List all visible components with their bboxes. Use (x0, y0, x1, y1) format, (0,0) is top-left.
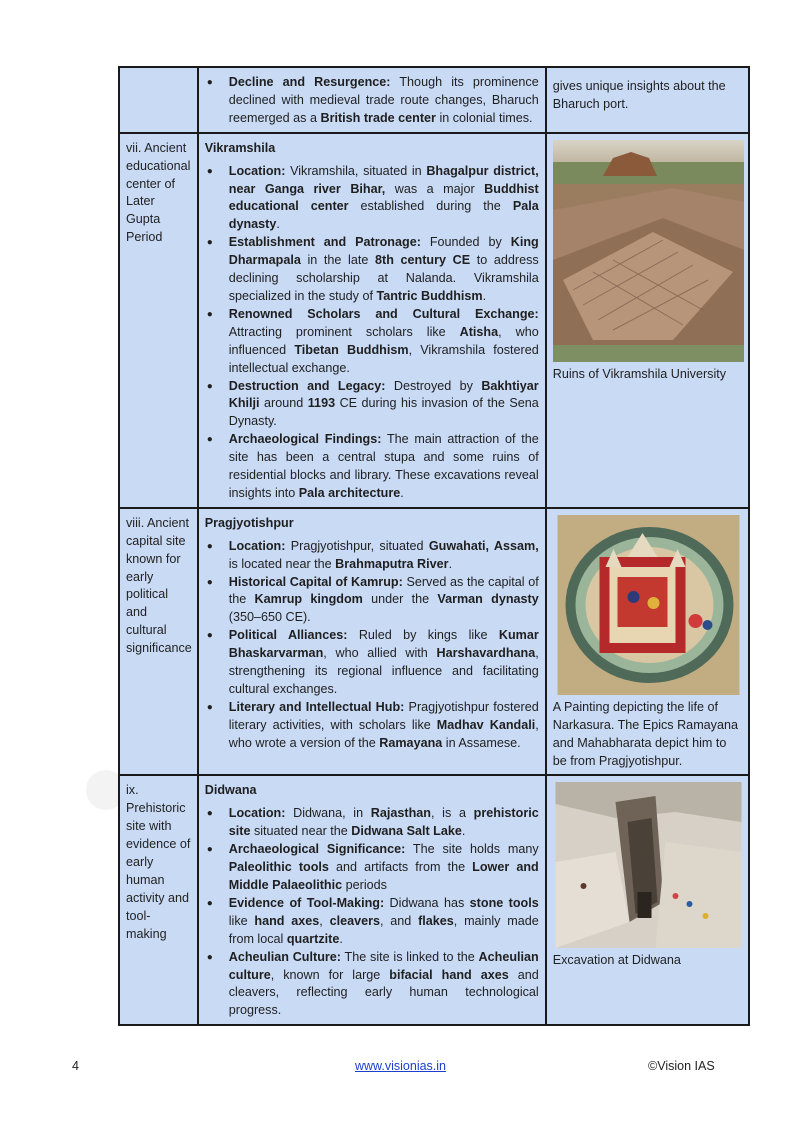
row-label: vii. Ancient educational center of Later Gupta Period (126, 140, 191, 245)
bold-text: Location: (228, 163, 286, 178)
text-run: in the late (300, 253, 375, 268)
list-item (205, 627, 539, 699)
text-run: , and (380, 913, 419, 928)
page-number: 4 (72, 1059, 79, 1073)
list-item (205, 431, 539, 503)
text-run: Vikramshila, situated in (285, 163, 427, 178)
table-row (119, 67, 749, 133)
bold-text: Bakhtiyar Khilji (228, 378, 539, 411)
text-run: , known for large (270, 967, 390, 982)
text-run: . (461, 824, 466, 839)
bullet-icon: ● (206, 380, 213, 392)
text-run: Though its prominence declined with medieval trade route changes, Bharuch reemerged as a (228, 75, 539, 125)
text-run: . (276, 217, 280, 232)
bullet-icon: ● (206, 844, 213, 856)
bullet-icon: ● (206, 237, 213, 249)
text-run: Attracting prominent scholars like (228, 324, 460, 339)
bold-text: Tantric Buddhism (376, 288, 483, 303)
bold-text: Establishment and Patronage: (228, 235, 421, 250)
list-item (205, 805, 539, 841)
image-caption: A Painting depicting the life of Narkasura. The Epics Ramayana and Mahabharata depict him to be from Pragjyotishpur. (552, 699, 738, 768)
bullet-icon: ● (206, 77, 213, 88)
bullet-icon: ● (206, 576, 213, 588)
bold-text: Ramayana (379, 735, 443, 750)
bold-text: Acheulian Culture: (228, 949, 341, 964)
text-run: . (448, 556, 453, 571)
text-run: in Assamese. (442, 735, 521, 750)
bold-text: British trade center (320, 110, 436, 125)
bold-text: prehistoric site (228, 806, 539, 839)
text-run: around (259, 396, 308, 411)
bold-text: Harshavardhana (436, 646, 536, 661)
table-row (119, 508, 749, 776)
row-content-cell (198, 775, 546, 1025)
bold-text: 1193 (307, 396, 336, 411)
text-run: and artifacts from the (328, 860, 473, 875)
bullet-icon: ● (206, 540, 213, 552)
bold-text: Tibetan Buddhism (294, 342, 409, 357)
bold-text: hand axes (254, 913, 320, 928)
bold-text: Archaeological Findings: (228, 432, 382, 447)
text-run: (350–650 CE). (228, 610, 311, 625)
bullet-icon: ● (206, 808, 213, 820)
text-run: , strengthening its regional influence and facilitating cultural exchanges. (228, 646, 539, 696)
bold-text: Buddhist educational center (228, 181, 539, 214)
text-run: Pragjyotishpur fostered literary activities, with scholars like (228, 699, 539, 732)
bold-text: Pala architecture (298, 485, 401, 500)
row-media-cell (546, 508, 749, 776)
text-run: Destroyed by (385, 378, 482, 393)
footer-copyright: ©Vision IAS (648, 1059, 715, 1073)
text-run: to address declining scholarship at Nalanda. Vikramshila specialized in the study of (228, 253, 539, 303)
text-run: Pragjyotishpur, situated (285, 538, 429, 553)
text-run: is located near the (228, 556, 336, 571)
bullet-list (205, 538, 539, 753)
bold-text: Guwahati, Assam, (428, 538, 539, 553)
bold-text: flakes (418, 913, 454, 928)
text-run: . (400, 485, 404, 500)
row-title: Didwana (204, 783, 257, 798)
list-item (205, 699, 539, 753)
bold-text: stone tools (469, 895, 539, 910)
vikramshila-ruins-image (553, 140, 744, 362)
text-run: situated near the (250, 824, 352, 839)
bullet-icon: ● (206, 951, 213, 963)
bold-text: Decline and Resurgence: (228, 75, 391, 89)
row-label-cell (119, 508, 198, 776)
list-item (205, 538, 539, 574)
bold-text: Paleolithic tools (228, 860, 329, 875)
text-run: , (319, 913, 330, 928)
text-run: The site holds many (405, 842, 539, 857)
text-run: , who wrote a version of the (228, 717, 539, 750)
bold-text: Renowned Scholars and Cultural Exchange: (228, 306, 539, 321)
list-item (205, 841, 539, 895)
image-caption: gives unique insights about the Bharuch port. (552, 79, 726, 111)
list-item (205, 306, 539, 378)
bullet-icon: ● (206, 897, 213, 909)
bold-text: bifacial hand axes (389, 967, 509, 982)
text-run: like (228, 913, 255, 928)
row-media-cell (546, 775, 749, 1025)
text-run: Founded by (420, 235, 511, 250)
bullet-list (205, 805, 539, 1020)
text-run: under the (362, 592, 438, 607)
bold-text: Rajasthan (370, 806, 431, 821)
text-run: CE during his invasion of the Sena Dynasty. (228, 396, 539, 429)
bold-text: King Dharmapala (228, 235, 539, 268)
image-caption: Excavation at Didwana (552, 953, 681, 968)
bold-text: Kamrup kingdom (254, 592, 363, 607)
bold-text: Historical Capital of Kamrup: (228, 574, 403, 589)
bullet-icon: ● (206, 308, 213, 320)
row-title: Pragjyotishpur (204, 515, 294, 530)
list-item (205, 234, 539, 306)
text-run: , is a (430, 806, 474, 821)
bold-text: Varman dynasty (437, 592, 539, 607)
text-run: was a major (385, 181, 485, 196)
text-run: , who influenced (228, 324, 539, 357)
bullet-list (205, 74, 539, 128)
content-table (118, 66, 750, 1026)
bold-text: Destruction and Legacy: (228, 378, 386, 393)
row-media-cell (546, 67, 749, 133)
text-run: established during the (348, 199, 513, 214)
text-run: , Vikramshila fostered intellectual exchange. (228, 342, 539, 375)
row-title: Vikramshila (204, 140, 276, 155)
table-row (119, 775, 749, 1025)
row-label: viii. Ancient capital site known for early political and cultural significance (126, 515, 192, 656)
bold-text: 8th century CE (375, 253, 471, 268)
bullet-list (205, 163, 539, 503)
text-run: . (339, 931, 343, 946)
bullet-icon: ● (206, 701, 213, 713)
bold-text: quartzite (286, 931, 340, 946)
bold-text: Location: (228, 806, 286, 821)
bold-text: Madhav Kandali (436, 717, 536, 732)
bold-text: Pala dynasty (228, 199, 539, 232)
bold-text: Acheulian culture (228, 949, 539, 982)
narkasura-painting-image (553, 515, 744, 695)
bold-text: Literary and Intellectual Hub: (228, 699, 405, 714)
row-content-cell (198, 133, 546, 508)
text-run: . (482, 288, 487, 303)
footer-link[interactable]: www.visionias.in (355, 1059, 447, 1073)
text-run: , who allied with (323, 646, 437, 661)
didwana-excavation-image (553, 782, 744, 948)
text-run: Served as the capital of the (228, 574, 539, 607)
bold-text: Political Alliances: (228, 628, 348, 643)
bullet-icon: ● (206, 434, 213, 446)
list-item (205, 163, 539, 235)
bold-text: cleavers (329, 913, 381, 928)
row-media-cell (546, 133, 749, 508)
row-label-cell (119, 67, 198, 133)
row-label: ix. Prehistoric site with evidence of early human activity and tool-making (126, 783, 191, 941)
list-item (205, 895, 539, 949)
bullet-icon: ● (206, 165, 213, 177)
list-item (205, 574, 539, 628)
bullet-icon: ● (206, 630, 213, 642)
bold-text: Brahmaputra River (335, 556, 449, 571)
text-run: Ruled by kings like (347, 628, 499, 643)
text-run: Didwana, in (285, 806, 371, 821)
text-run: in colonial times. (435, 110, 533, 125)
text-run: and cleavers, reflecting early human technological progress. (228, 967, 539, 1018)
bold-text: Evidence of Tool-Making: (228, 895, 385, 910)
text-run: Didwana has (384, 895, 470, 910)
image-caption: Ruins of Vikramshila University (552, 366, 727, 381)
list-item (205, 378, 539, 432)
bold-text: Atisha (459, 324, 499, 339)
bold-text: Didwana Salt Lake (351, 824, 462, 839)
bold-text: Lower and Middle Palaeolithic (228, 860, 539, 892)
row-label-cell (119, 133, 198, 508)
row-label-cell (119, 775, 198, 1025)
bold-text: Kumar Bhaskarvarman (228, 628, 539, 661)
text-run: periods (342, 878, 387, 892)
text-run: , mainly made from local (228, 913, 539, 946)
bold-text: Archaeological Significance: (228, 842, 406, 857)
table-row (119, 133, 749, 508)
text-run: The site is linked to the (341, 949, 479, 964)
list-item (205, 949, 539, 1021)
list-item (205, 74, 539, 128)
row-content-cell (198, 67, 546, 133)
text-run: The main attraction of the site has been a central stupa and some ruins of residential blocks and library. These excavations reveal insights into (228, 432, 539, 500)
bold-text: Location: (228, 538, 286, 553)
row-content-cell (198, 508, 546, 776)
bold-text: Bhagalpur district, near Ganga river Bihar, (228, 163, 539, 196)
